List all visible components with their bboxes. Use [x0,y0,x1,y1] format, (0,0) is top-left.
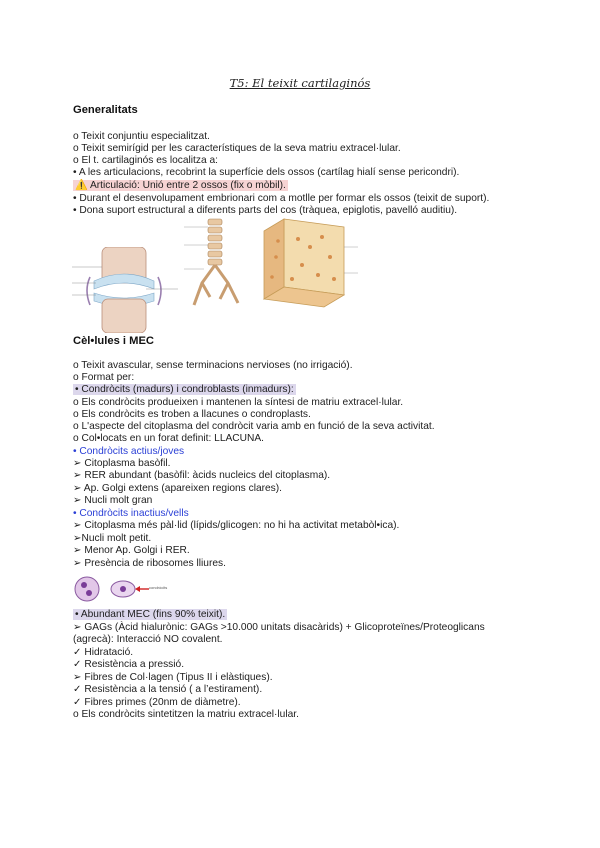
section-heading-cells-mec: Cèl•lules i MEC [73,335,155,347]
warning-note [73,180,288,192]
list-item: o Col•locats en un forat definit: LLACUNA. [73,433,265,444]
highlighted-text: • Condròcits (madurs) i condroblasts (inmadurs): [75,384,294,395]
list-item: ➢ Citoplasma basòfil. [73,458,171,469]
list-item-subheading: • Condròcits inactius/vells [73,508,189,519]
list-item: ➢ Ap. Golgi extens (apareixen regions clares). [73,483,282,494]
list-item: (agrecà): Interacció NO covalent. [73,634,223,645]
trachea-cartilage-illustration [180,217,358,329]
list-item: • Dona suport estructural a diferents parts del cos (tràquea, epiglotis, pavelló auditiu). [73,205,458,216]
highlighted-text: • Abundant MEC (fins 90% teixit). [75,609,226,620]
section-heading-generalitats: Generalitats [73,104,138,116]
list-item: o Teixit avascular, sense terminacions nervioses (no irrigació). [73,360,353,371]
list-item: o Els condròcits sintetitzen la matriu extracel·lular. [73,709,299,720]
list-item: ➢ Presència de ribosomes lliures. [73,558,226,569]
list-item: o Teixit semirígid per les característiques de la seva matriu extracel·lular. [73,143,401,154]
list-item: o Format per: [73,372,135,383]
list-item: o L'aspecte del citoplasma del condròcit varia amb en funció de la seva activitat. [73,421,435,432]
list-item: o Els condròcits produeixen i mantenen la síntesi de matriu extracel·lular. [73,397,404,408]
list-item: ✓ Resistència a pressió. [73,659,185,670]
list-item: ➢ Menor Ap. Golgi i RER. [73,545,190,556]
list-item [73,384,296,396]
page-title: T5: El teixit cartilaginós [229,76,371,90]
highlighted-text: ⚠️ Articulació: Unió entre 2 ossos (fix o mòbil). [75,180,286,191]
list-item [73,609,227,621]
list-item: • Durant el desenvolupament embrionari com a motlle per formar els ossos (teixit de suport). [73,193,490,204]
list-item: o Els condròcits es troben a llacunes o condroplasts. [73,409,311,420]
cells-image-label: condròcits [149,585,168,590]
list-item: ➢Nucli molt petit. [73,533,152,544]
list-item: ➢ GAGs (Àcid hialurònic: GAGs >10.000 unitats disacàrids) + Glicoproteïnes/Proteoglicans [73,622,485,633]
list-item: o El t. cartilaginós es localitza a: [73,155,218,166]
list-item: ➢ Nucli molt gran [73,495,153,506]
list-item: ✓ Resistència a la tensió ( a l’estirament). [73,684,263,695]
list-item: o Teixit conjuntiu especialitzat. [73,131,210,142]
list-item: ✓ Fibres primes (20nm de diàmetre). [73,697,241,708]
list-item: ➢ Citoplasma més pàl·lid (lípids/glicogen: no hi ha activitat metabòl•ica). [73,520,400,531]
list-item-subheading: • Condròcits actius/joves [73,446,185,457]
list-item: • A les articulacions, recobrint la superfície dels ossos (cartílag hialí sense pericondri). [73,167,460,178]
list-item: ✓ Hidratació. [73,647,134,658]
list-item: ➢ RER abundant (basòfil: àcids nucleics del citoplasma). [73,470,331,481]
list-item: ➢ Fibres de Col·lagen (Tipus II i elàstiques). [73,672,273,683]
knee-joint-illustration [72,247,178,333]
